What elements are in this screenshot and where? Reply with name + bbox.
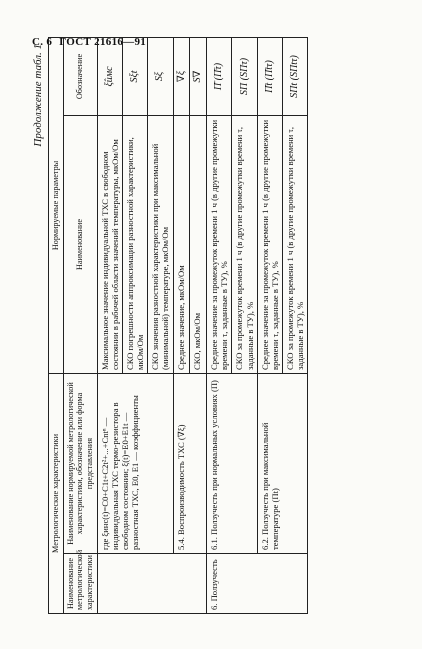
table-cell: 5.4. Воспроизводимость ТХС (∇ξ) [173,373,207,553]
table-cell: Среднее значение, мкОм/Ом [173,115,190,373]
table-cell: СКО, мкОм/Ом [190,115,207,373]
column-header: Обозначение [63,37,97,115]
table-cell-symbol: ξ̂имс [97,37,122,115]
table-group-header-row [49,37,64,613]
table-cell: СКО погрешности аппроксимации разностной характеристики, мкОм/Ом [122,115,147,373]
page-label: С. 6 [32,36,53,48]
table-cell: Максимальное значение индивидуальной ТХС в свободном состоянии в рабочей области значений температуры, мкОм/Ом [97,115,122,373]
group-header-metrological: Метрологические характеристики [49,373,64,613]
table-cell-symbol: S∇ [190,37,207,115]
column-header: Наименование метрологической характеристики [63,554,97,614]
table-cell: Среднее значение за промежуток времени 1 ч (в другие промежутки времени τ, заданные в ТУ), % [257,115,282,373]
table-row [257,37,282,613]
column-header: Наименование нормируемой метрологической характеристики, обозначение или форма представления [63,373,97,553]
table-cell: СКО значения разностной характеристики при максимальной (минимальной) температуре, мкОм/Ом [148,115,173,373]
table-row [207,37,232,613]
table-continuation-label: Продолжение табл. 1 [32,44,44,147]
table-cell [97,554,206,614]
table-cell-symbol: Sξt [122,37,147,115]
table-cell: 6.2. Ползучесть при максимальной температуре (Пt) [257,373,308,553]
table-row [97,37,122,613]
table-cell-symbol: Sξ [148,37,173,115]
table-cell-symbol: П̄t (П̄tτ) [257,37,282,115]
table-cell: СКО за промежуток времени 1 ч (в другие промежутки времени τ, заданные в ТУ), % [232,115,257,373]
table-column-header-row [63,37,97,613]
table-cell-symbol: SПt (SПtτ) [282,37,307,115]
table-row [173,37,190,613]
table-cell: Среднее значение за промежуток времени 1 ч (в другие промежутки времени τ, заданные в ТУ), % [207,115,232,373]
table-cell: где ξинс(t)=C0+C1t+C2t²+...+Cntⁿ — индивидуальная ТХС термо-резистора в свободном состоянии; ξ(t)=E0+E1t — разностная ТХС, E0, E1 — коэффициенты [97,373,173,553]
standard-number: ГОСТ 21616—91 [59,36,147,48]
table-cell-symbol: SП (SПτ) [232,37,257,115]
rotated-table-block [30,38,402,614]
table-cell: СКО за промежуток времени 1 ч (в другие промежутки времени τ, заданные в ТУ), % [282,115,307,373]
table-cell: 6. Ползучесть [207,554,308,614]
column-header: Наименование [63,115,97,373]
group-header-normalized: Нормируемые параметры [49,37,64,373]
table-cell: 6.1. Ползучесть при нормальных условиях (П) [207,373,258,553]
gost-table [48,37,308,614]
table-cell-symbol: П̄ (П̄τ) [207,37,232,115]
table-cell-symbol: ∇ξ [173,37,190,115]
